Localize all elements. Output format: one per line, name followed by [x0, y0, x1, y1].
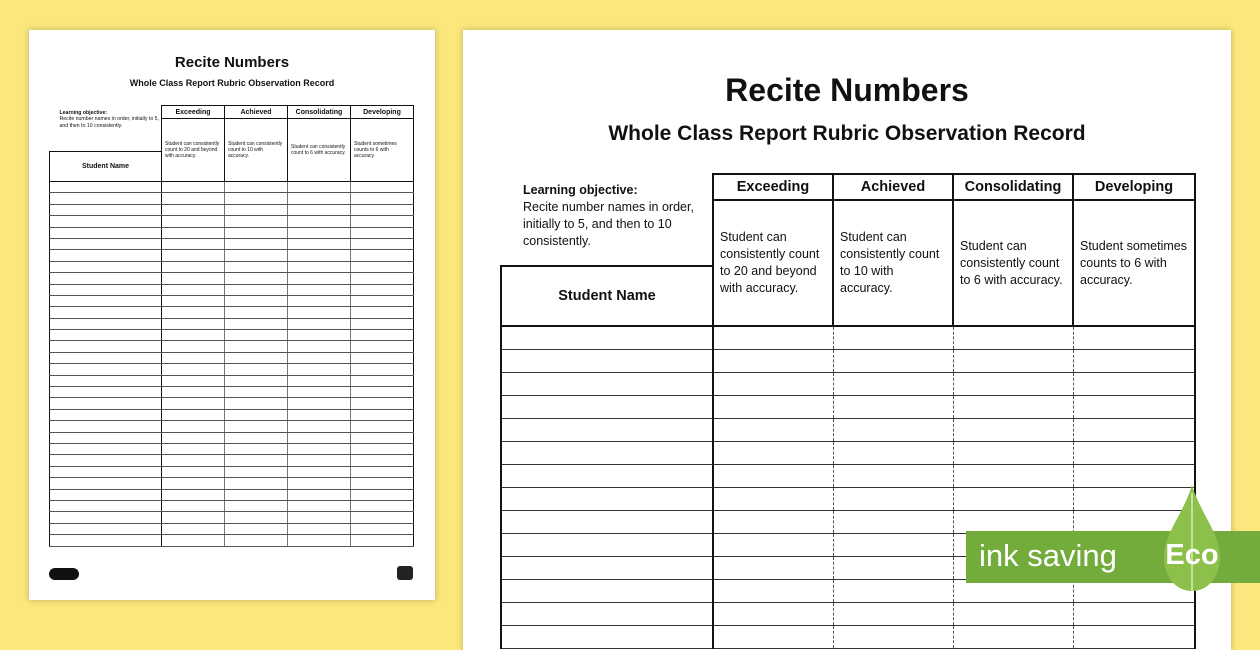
student-name-cell: [50, 432, 162, 443]
student-name-cell: [50, 182, 162, 193]
level-header: Consolidating: [953, 174, 1073, 200]
student-row: [50, 512, 414, 523]
rubric-mark-cell: [162, 523, 225, 534]
level-header: Exceeding: [162, 106, 225, 119]
rubric-mark-cell: [288, 341, 351, 352]
student-row: [50, 500, 414, 511]
rubric-mark-cell: [351, 227, 414, 238]
student-name-cell: [50, 341, 162, 352]
student-name-cell: [501, 418, 713, 441]
student-name-cell: [50, 387, 162, 398]
student-row: [50, 341, 414, 352]
rubric-mark-cell: [162, 409, 225, 420]
rubric-mark-cell: [225, 387, 288, 398]
student-row: [50, 443, 414, 454]
level-header: Achieved: [833, 174, 953, 200]
rubric-mark-cell: [162, 238, 225, 249]
rubric-mark-cell: [1073, 326, 1195, 349]
preview-sheet-small: [29, 30, 435, 600]
student-name-cell: [501, 464, 713, 487]
student-name-cell: [50, 512, 162, 523]
rubric-mark-cell: [713, 441, 833, 464]
level-description: Student can consistently count to 20 and beyond with accuracy.: [713, 200, 833, 326]
rubric-mark-cell: [162, 330, 225, 341]
student-name-cell: [50, 443, 162, 454]
rubric-mark-cell: [713, 349, 833, 372]
leaf-drop-icon: [1162, 483, 1222, 593]
rubric-mark-cell: [288, 409, 351, 420]
student-row: [50, 398, 414, 409]
student-name-cell: [50, 216, 162, 227]
rubric-mark-cell: [288, 330, 351, 341]
rubric-mark-cell: [288, 432, 351, 443]
rubric-mark-cell: [1073, 418, 1195, 441]
rubric-mark-cell: [225, 307, 288, 318]
rubric-mark-cell: [833, 418, 953, 441]
rubric-mark-cell: [288, 227, 351, 238]
student-row: [501, 602, 1195, 625]
ink-saving-label: ink saving: [979, 538, 1117, 573]
level-header: Achieved: [225, 106, 288, 119]
rubric-mark-cell: [288, 535, 351, 546]
rubric-mark-cell: [225, 478, 288, 489]
rubric-mark-cell: [833, 533, 953, 556]
rubric-mark-cell: [225, 398, 288, 409]
rubric-mark-cell: [713, 602, 833, 625]
student-name-header: Student Name: [50, 152, 162, 182]
objective-heading: Learning objective:: [523, 183, 638, 197]
student-name-cell: [50, 238, 162, 249]
level-description: Student sometimes counts to 6 with accuracy.: [1073, 200, 1195, 326]
rubric-mark-cell: [351, 489, 414, 500]
rubric-mark-cell: [162, 421, 225, 432]
student-name-cell: [50, 478, 162, 489]
rubric-mark-cell: [162, 318, 225, 329]
rubric-mark-cell: [288, 523, 351, 534]
student-row: [501, 625, 1195, 648]
sheet-footer: [49, 562, 413, 584]
rubric-mark-cell: [713, 533, 833, 556]
rubric-mark-cell: [833, 372, 953, 395]
rubric-mark-cell: [162, 364, 225, 375]
rubric-mark-cell: [288, 398, 351, 409]
rubric-mark-cell: [351, 432, 414, 443]
rubric-mark-cell: [351, 341, 414, 352]
rubric-mark-cell: [351, 238, 414, 249]
rubric-mark-cell: [288, 466, 351, 477]
rubric-mark-cell: [288, 182, 351, 193]
learning-objective: [50, 106, 162, 152]
rubric-mark-cell: [225, 341, 288, 352]
student-name-cell: [50, 375, 162, 386]
rubric-mark-cell: [225, 318, 288, 329]
rubric-mark-cell: [162, 500, 225, 511]
student-row: [50, 455, 414, 466]
rubric-mark-cell: [1073, 349, 1195, 372]
student-row: [50, 421, 414, 432]
student-name-cell: [50, 489, 162, 500]
rubric-mark-cell: [162, 387, 225, 398]
rubric-mark-cell: [225, 512, 288, 523]
student-name-cell: [50, 500, 162, 511]
rubric-mark-cell: [225, 352, 288, 363]
rubric-mark-cell: [351, 375, 414, 386]
rubric-mark-cell: [1073, 441, 1195, 464]
rubric-mark-cell: [351, 182, 414, 193]
student-rows: [50, 182, 414, 547]
rubric-mark-cell: [351, 330, 414, 341]
rubric-mark-cell: [225, 216, 288, 227]
rubric-mark-cell: [162, 455, 225, 466]
rubric-mark-cell: [162, 478, 225, 489]
eco-label: Eco: [1165, 539, 1219, 571]
student-name-cell: [50, 318, 162, 329]
rubric-mark-cell: [162, 307, 225, 318]
rubric-mark-cell: [288, 512, 351, 523]
rubric-mark-cell: [351, 409, 414, 420]
rubric-mark-cell: [833, 441, 953, 464]
level-header: Exceeding: [713, 174, 833, 200]
page-subtitle: Whole Class Report Rubric Observation Record: [129, 78, 335, 88]
rubric-mark-cell: [953, 349, 1073, 372]
rubric-mark-cell: [225, 421, 288, 432]
rubric-mark-cell: [351, 466, 414, 477]
rubric-mark-cell: [225, 238, 288, 249]
rubric-mark-cell: [953, 395, 1073, 418]
rubric-mark-cell: [225, 250, 288, 261]
level-header: Developing: [1073, 174, 1195, 200]
student-row: [50, 387, 414, 398]
student-name-cell: [50, 204, 162, 215]
rubric-mark-cell: [833, 395, 953, 418]
student-row: [50, 307, 414, 318]
rubric-mark-cell: [351, 352, 414, 363]
rubric-mark-cell: [225, 466, 288, 477]
rubric-mark-cell: [288, 284, 351, 295]
rubric-mark-cell: [162, 182, 225, 193]
rubric-mark-cell: [713, 579, 833, 602]
student-name-cell: [501, 326, 713, 349]
rubric-mark-cell: [833, 510, 953, 533]
student-name-cell: [501, 602, 713, 625]
rubric-mark-cell: [833, 625, 953, 648]
student-name-cell: [50, 307, 162, 318]
rubric-mark-cell: [162, 341, 225, 352]
rubric-mark-cell: [162, 250, 225, 261]
student-row: [50, 273, 414, 284]
student-name-cell: [501, 510, 713, 533]
objective-text: Recite number names in order, initially to 5, and then to 10 consistently.: [523, 200, 694, 248]
student-row: [50, 318, 414, 329]
rubric-mark-cell: [833, 579, 953, 602]
rubric-mark-cell: [288, 295, 351, 306]
rubric-mark-cell: [351, 523, 414, 534]
rubric-mark-cell: [225, 443, 288, 454]
student-name-cell: [50, 295, 162, 306]
rubric-mark-cell: [162, 273, 225, 284]
rubric-mark-cell: [162, 295, 225, 306]
rubric-mark-cell: [225, 375, 288, 386]
student-row: [501, 418, 1195, 441]
rubric-mark-cell: [351, 364, 414, 375]
rubric-mark-cell: [288, 250, 351, 261]
student-name-cell: [50, 330, 162, 341]
rubric-mark-cell: [288, 261, 351, 272]
student-row: [501, 372, 1195, 395]
rubric-mark-cell: [288, 307, 351, 318]
rubric-mark-cell: [225, 284, 288, 295]
page-title: Recite Numbers: [174, 54, 290, 71]
rubric-mark-cell: [288, 489, 351, 500]
rubric-mark-cell: [351, 250, 414, 261]
rubric-mark-cell: [288, 273, 351, 284]
student-name-cell: [50, 398, 162, 409]
level-description: Student sometimes counts to 6 with accuracy.: [351, 119, 414, 182]
student-row: [501, 395, 1195, 418]
rubric-mark-cell: [225, 261, 288, 272]
student-name-cell: [501, 487, 713, 510]
student-row: [501, 349, 1195, 372]
rubric-mark-cell: [351, 204, 414, 215]
objective-heading: Learning objective:: [59, 109, 108, 116]
rubric-mark-cell: [833, 602, 953, 625]
rubric-mark-cell: [162, 375, 225, 386]
rubric-mark-cell: [833, 349, 953, 372]
student-name-cell: [501, 395, 713, 418]
student-name-header: Student Name: [501, 266, 713, 326]
rubric-mark-cell: [953, 441, 1073, 464]
rubric-mark-cell: [953, 326, 1073, 349]
rubric-mark-cell: [833, 326, 953, 349]
rubric-mark-cell: [351, 478, 414, 489]
rubric-mark-cell: [288, 193, 351, 204]
rubric-mark-cell: [351, 398, 414, 409]
rubric-mark-cell: [162, 193, 225, 204]
student-row: [50, 352, 414, 363]
rubric-mark-cell: [713, 464, 833, 487]
student-row: [50, 432, 414, 443]
student-name-cell: [501, 372, 713, 395]
level-description: Student can consistently count to 6 with accuracy.: [288, 119, 351, 182]
rubric-mark-cell: [1073, 602, 1195, 625]
student-row: [50, 409, 414, 420]
rubric-mark-cell: [953, 418, 1073, 441]
rubric-mark-cell: [162, 261, 225, 272]
student-name-cell: [50, 250, 162, 261]
student-row: [50, 535, 414, 546]
rubric-mark-cell: [225, 523, 288, 534]
rubric-mark-cell: [162, 512, 225, 523]
rubric-mark-cell: [351, 421, 414, 432]
rubric-mark-cell: [225, 182, 288, 193]
rubric-mark-cell: [351, 443, 414, 454]
rubric-mark-cell: [225, 330, 288, 341]
rubric-mark-cell: [288, 443, 351, 454]
rubric-mark-cell: [162, 535, 225, 546]
level-description: Student can consistently count to 10 with accuracy.: [225, 119, 288, 182]
rubric-mark-cell: [288, 387, 351, 398]
rubric-mark-cell: [162, 466, 225, 477]
rubric-mark-cell: [953, 372, 1073, 395]
rubric-mark-cell: [225, 409, 288, 420]
level-description: Student can consistently count to 10 with accuracy.: [833, 200, 953, 326]
student-row: [50, 250, 414, 261]
level-description: Student can consistently count to 6 with accuracy.: [953, 200, 1073, 326]
rubric-mark-cell: [351, 295, 414, 306]
student-name-cell: [50, 364, 162, 375]
rubric-mark-cell: [162, 443, 225, 454]
learning-objective: [501, 174, 713, 266]
brand-badge-icon: [397, 566, 413, 580]
student-row: [501, 326, 1195, 349]
rubric-mark-cell: [162, 284, 225, 295]
rubric-mark-cell: [225, 500, 288, 511]
rubric-mark-cell: [833, 487, 953, 510]
ink-saving-eco-badge: [966, 483, 1260, 593]
student-name-cell: [50, 535, 162, 546]
rubric-mark-cell: [162, 216, 225, 227]
student-row: [50, 375, 414, 386]
rubric-mark-cell: [351, 318, 414, 329]
rubric-mark-cell: [288, 375, 351, 386]
objective-text: Recite number names in order, initially to 5, and then to 10 consistently.: [59, 116, 159, 129]
student-name-cell: [501, 441, 713, 464]
rubric-mark-cell: [288, 352, 351, 363]
rubric-mark-cell: [225, 193, 288, 204]
rubric-mark-cell: [351, 261, 414, 272]
rubric-mark-cell: [713, 487, 833, 510]
rubric-mark-cell: [351, 284, 414, 295]
rubric-mark-cell: [351, 307, 414, 318]
rubric-mark-cell: [162, 489, 225, 500]
rubric-mark-cell: [713, 418, 833, 441]
rubric-mark-cell: [162, 227, 225, 238]
student-name-cell: [50, 466, 162, 477]
rubric-mark-cell: [1073, 625, 1195, 648]
rubric-mark-cell: [351, 273, 414, 284]
student-row: [50, 478, 414, 489]
rubric-mark-cell: [288, 455, 351, 466]
student-name-cell: [501, 556, 713, 579]
rubric-mark-cell: [953, 602, 1073, 625]
rubric-mark-cell: [162, 204, 225, 215]
rubric-mark-cell: [225, 227, 288, 238]
rubric-mark-cell: [288, 216, 351, 227]
rubric-mark-cell: [225, 489, 288, 500]
rubric-mark-cell: [288, 500, 351, 511]
student-name-cell: [501, 625, 713, 648]
student-row: [50, 330, 414, 341]
student-name-cell: [50, 455, 162, 466]
student-name-cell: [50, 227, 162, 238]
rubric-mark-cell: [225, 432, 288, 443]
rubric-mark-cell: [833, 556, 953, 579]
rubric-mark-cell: [351, 193, 414, 204]
student-row: [50, 216, 414, 227]
student-row: [50, 466, 414, 477]
rubric-mark-cell: [351, 535, 414, 546]
student-row: [501, 441, 1195, 464]
student-row: [50, 523, 414, 534]
student-row: [50, 204, 414, 215]
level-header: Consolidating: [288, 106, 351, 119]
rubric-mark-cell: [351, 216, 414, 227]
student-row: [50, 284, 414, 295]
brand-logo: [49, 568, 79, 580]
student-row: [50, 193, 414, 204]
rubric-mark-cell: [351, 387, 414, 398]
student-name-cell: [501, 579, 713, 602]
rubric-mark-cell: [713, 510, 833, 533]
student-row: [50, 489, 414, 500]
level-description: Student can consistently count to 20 and beyond with accuracy.: [162, 119, 225, 182]
page-subtitle: Whole Class Report Rubric Observation Record: [608, 122, 1086, 145]
rubric-mark-cell: [225, 204, 288, 215]
student-name-cell: [50, 273, 162, 284]
student-name-cell: [50, 409, 162, 420]
rubric-mark-cell: [225, 455, 288, 466]
rubric-mark-cell: [162, 352, 225, 363]
student-name-cell: [501, 533, 713, 556]
rubric-mark-cell: [288, 204, 351, 215]
student-row: [50, 295, 414, 306]
student-name-cell: [50, 261, 162, 272]
student-name-cell: [50, 284, 162, 295]
rubric-mark-cell: [833, 464, 953, 487]
rubric-mark-cell: [225, 273, 288, 284]
student-row: [50, 238, 414, 249]
rubric-mark-cell: [1073, 372, 1195, 395]
student-row: [50, 227, 414, 238]
rubric-mark-cell: [713, 326, 833, 349]
rubric-mark-cell: [713, 395, 833, 418]
level-header: Developing: [351, 106, 414, 119]
student-row: [50, 364, 414, 375]
student-name-cell: [501, 349, 713, 372]
student-name-cell: [50, 523, 162, 534]
rubric-mark-cell: [225, 295, 288, 306]
student-name-cell: [50, 193, 162, 204]
rubric-table: [49, 105, 414, 547]
rubric-mark-cell: [288, 421, 351, 432]
student-name-cell: [50, 421, 162, 432]
rubric-mark-cell: [351, 500, 414, 511]
rubric-mark-cell: [953, 625, 1073, 648]
rubric-mark-cell: [225, 535, 288, 546]
rubric-mark-cell: [288, 318, 351, 329]
rubric-mark-cell: [162, 432, 225, 443]
rubric-mark-cell: [288, 478, 351, 489]
rubric-mark-cell: [1073, 395, 1195, 418]
rubric-mark-cell: [713, 625, 833, 648]
student-row: [50, 182, 414, 193]
rubric-mark-cell: [713, 372, 833, 395]
student-name-cell: [50, 352, 162, 363]
rubric-mark-cell: [288, 364, 351, 375]
rubric-mark-cell: [351, 512, 414, 523]
student-row: [50, 261, 414, 272]
rubric-mark-cell: [225, 364, 288, 375]
rubric-mark-cell: [713, 556, 833, 579]
page-title: Recite Numbers: [725, 72, 969, 108]
rubric-mark-cell: [288, 238, 351, 249]
rubric-mark-cell: [351, 455, 414, 466]
rubric-mark-cell: [162, 398, 225, 409]
